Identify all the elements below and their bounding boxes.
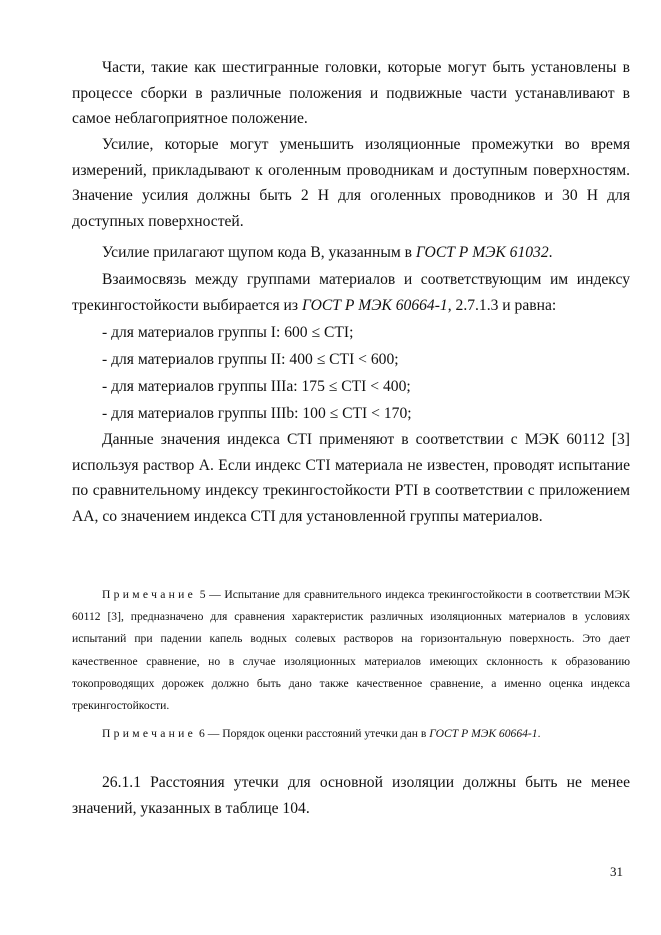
paragraph-material-groups-end: , 2.7.1.3 и равна: (447, 296, 557, 314)
standard-reference: ГОСТ Р МЭК 60664-1 (301, 296, 448, 314)
standard-reference: ГОСТ Р МЭК 61032 (415, 244, 549, 261)
paragraph-parts-position: Части, такие как шестигранные головки, которые могут быть установлены в процессе сборки в различные положения и подвижные части устанавливают в самое неблагоприятное положение. (72, 59, 630, 127)
list-item: - для материалов группы II: 400 ≤ СТI < 600; (102, 351, 399, 368)
note-6-end: . (537, 727, 541, 740)
standard-reference: ГОСТ Р МЭК 60664-1 (429, 727, 538, 740)
note-label: Примечание (102, 588, 197, 601)
page-number: 31 (610, 864, 623, 879)
list-item: - для материалов группы I: 600 ≤ СТI; (102, 324, 354, 341)
paragraph-force: Усилие, которые могут уменьшить изоляционные промежутки во время измерений, прикладывают к оголенным проводникам и доступным поверхностям. Значение усилия должны быть 2 Н для оголенных проводников и 30 Н для доступных поверхностей. (72, 136, 630, 230)
note-6 (72, 723, 630, 745)
list-item: - для материалов группы IIIa: 175 ≤ СТI < 400; (102, 378, 411, 395)
section-26-1-1: 26.1.1 Расстояния утечки для основной изоляции должны быть не менее значений, указанных в таблице 104. (72, 774, 630, 817)
note-label: Примечание (102, 727, 197, 740)
paragraph-probe-end: . (548, 244, 553, 261)
paragraph-probe (72, 240, 630, 266)
note-5-text: 5 — Испытание для сравнительного индекса трекингостойкости в соответствии МЭК 60112 [3], предназначено для сравнения характеристик различных изоляционных материалов в условиях испытаний при падении капель водных солевых растворов на горизонтальную поверхность. Это дает качественное сравнение, но в случае изоляционных материалов имеющих склонность к образованию токопроводящих дорожек должно быть дано также качественное сравнение, а именно оценка индекса трекингостойкости. (72, 588, 631, 713)
paragraph-cti-values: Данные значения индекса СТI применяют в соответствии с МЭК 60112 [3] используя раствор А. Если индекс СТI материала не известен, проводят испытание по сравнительному индексу трекингостойкости РТI в соответствии с приложением АА, со значением индекса СТI для установленной группы материалов. (72, 431, 630, 525)
paragraph-material-groups-text: Взаимосвязь между группами материалов и соответствующим им индексу трекингостойкости выбирается из (72, 271, 630, 314)
paragraph-probe-text: Усилие прилагают щупом кода В, указанным в (102, 244, 416, 261)
list-item: - для материалов группы IIIb: 100 ≤ СТI < 170; (102, 405, 412, 422)
paragraph-material-groups (72, 267, 630, 318)
note-6-text: 6 — Порядок оценки расстояний утечки дан в (199, 727, 430, 740)
note-5 (72, 584, 630, 717)
